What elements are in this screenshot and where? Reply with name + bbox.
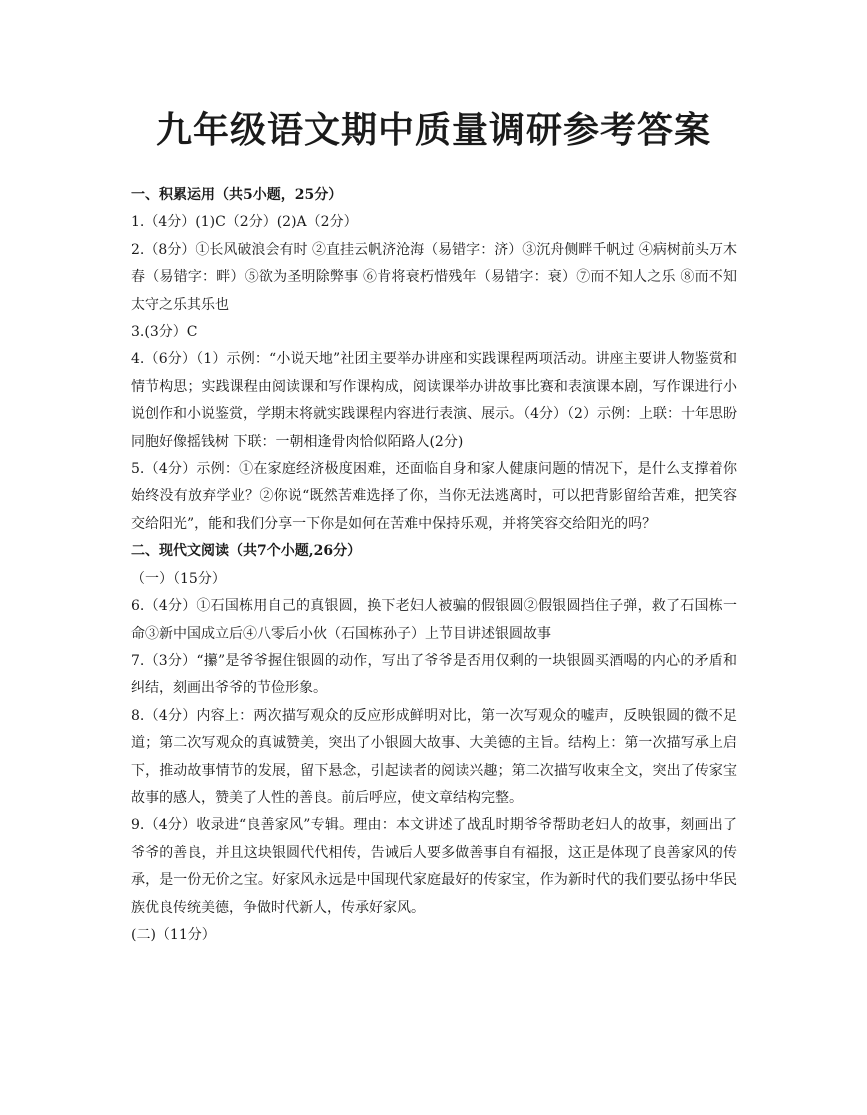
answer-paragraph: 6.（4分）①石国栋用自己的真银圆，换下老妇人被骗的假银圆②假银圆挡住子弹，救了石国栋一命③新中国成立后④八零后小伙（石国栋孙子）上节目讲述银圆故事: [131, 598, 737, 642]
answer-paragraph: （一）（15分）: [131, 570, 226, 587]
answer-paragraph: 8.（4分）内容上：两次描写观众的反应形成鲜明对比，第一次写观众的嘘声，反映银圆的微不足道；第二次写观众的真诚赞美，突出了小银圆大故事、大美德的主旨。结构上：第一次描写承上启下，推动故事情节的发展，留下悬念，引起读者的阅读兴趣；第二次描写收束全文，突出了传家宝故事的感人，赞美了人性的善良。前后呼应，使文章结构完整。: [131, 707, 737, 806]
section-heading: 一、积累运用（共5小题，25分）: [131, 187, 343, 203]
answer-body: [131, 182, 737, 949]
answer-paragraph: 5.（4分）示例：①在家庭经济极度困难，还面临自身和家人健康问题的情况下，是什么支撑着你始终没有放弃学业？②你说“既然苦难选择了你，当你无法逃离时，可以把背影留给苦难，把笑容交给阳光”，能和我们分享一下你是如何在苦难中保持乐观，并将笑容交给阳光的吗？: [131, 461, 737, 532]
section-heading: 二、现代文阅读（共7个小题,26分）: [131, 543, 362, 560]
answer-paragraph: 1.（4分）(1)C（2分）(2)A（2分）: [131, 214, 358, 231]
page-title: 九年级语文期中质量调研参考答案: [155, 109, 711, 151]
answer-paragraph: 7.（3分）“攥”是爷爷握住银圆的动作，写出了爷爷是否用仅剩的一块银圆买酒喝的内心的矛盾和纠结，刻画出爷爷的节俭形象。: [131, 652, 737, 697]
answer-paragraph: 4.（6分）（1）示例：“小说天地”社团主要举办讲座和实践课程两项活动。讲座主要讲人物鉴赏和情节构思；实践课程由阅读课和写作课构成，阅读课举办讲故事比赛和表演课本剧，写作课进行小说创作和小说鉴赏，学期末将就实践课程内容进行表演、展示。（4分）（2）示例：上联：十年思盼同胞好像摇钱树 下联：一朝相逢骨肉恰似陌路人(2分): [131, 351, 737, 450]
answer-paragraph: (二)（11分）: [131, 926, 216, 943]
answer-paragraph: 9.（4分）收录进“良善家风”专辑。理由：本文讲述了战乱时期爷爷帮助老妇人的故事，刻画出了爷爷的善良，并且这块银圆代代相传，告诫后人要多做善事自有福报，这正是体现了良善家风的传承，是一份无价之宝。好家风永远是中国现代家庭最好的传家宝，作为新时代的我们要弘扬中华民族优良传统美德，争做时代新人，传承好家风。: [131, 817, 737, 916]
answer-paragraph: 3.(3分）C: [131, 324, 198, 341]
answer-paragraph: 2.（8分）①长风破浪会有时 ②直挂云帆济沧海（易错字：济）③沉舟侧畔千帆过 ④病树前头万木春（易错字：畔）⑤欲为圣明除弊事 ⑥肯将衰朽惜残年（易错字：衰）⑦而不知人之乐 ⑧而不知太守之乐其乐也: [131, 241, 737, 313]
